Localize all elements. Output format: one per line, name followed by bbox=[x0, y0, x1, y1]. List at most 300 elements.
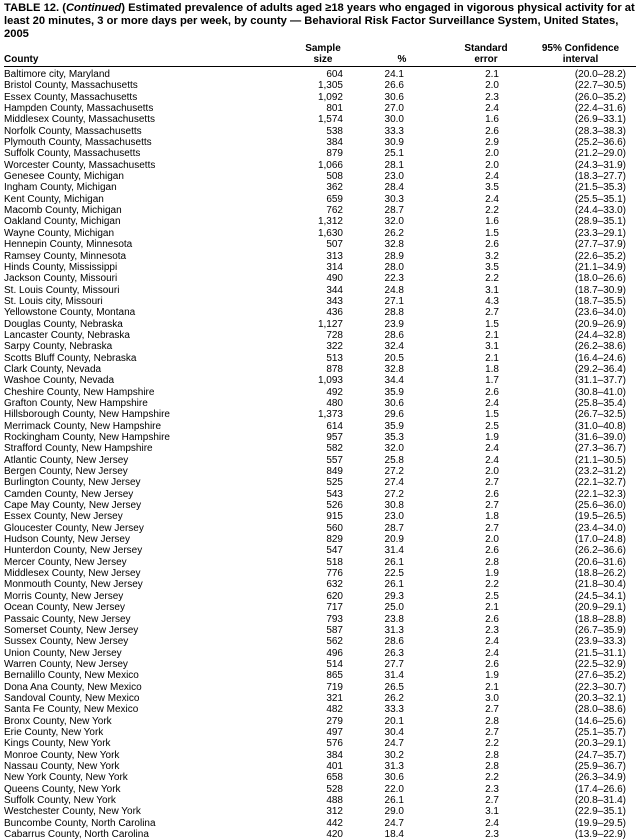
county-cell: Essex County, Massachusetts bbox=[4, 92, 289, 103]
confidence-interval-cell: (24.5–34.1) bbox=[525, 591, 636, 602]
confidence-interval-cell: (18.7–35.5) bbox=[525, 296, 636, 307]
standard-error-cell: 1.6 bbox=[447, 114, 525, 125]
table-row bbox=[4, 727, 636, 738]
sample-size-cell: 442 bbox=[289, 818, 357, 829]
percent-cell: 33.3 bbox=[357, 126, 447, 137]
county-cell: Oakland County, Michigan bbox=[4, 216, 289, 227]
confidence-interval-cell: (24.4–33.0) bbox=[525, 205, 636, 216]
percent-cell: 28.7 bbox=[357, 523, 447, 534]
standard-error-cell: 2.3 bbox=[447, 829, 525, 840]
header-ci-top: 95% Confidence bbox=[525, 43, 636, 54]
sample-size-cell: 279 bbox=[289, 716, 357, 727]
county-cell: Worcester County, Massachusetts bbox=[4, 160, 289, 171]
county-cell: St. Louis city, Missouri bbox=[4, 296, 289, 307]
percent-cell: 22.3 bbox=[357, 273, 447, 284]
table-row bbox=[4, 137, 636, 148]
confidence-interval-cell: (20.0–28.2) bbox=[525, 67, 636, 81]
confidence-interval-cell: (28.3–38.3) bbox=[525, 126, 636, 137]
percent-cell: 27.2 bbox=[357, 489, 447, 500]
county-cell: Rockingham County, New Hampshire bbox=[4, 432, 289, 443]
confidence-interval-cell: (22.3–30.7) bbox=[525, 682, 636, 693]
sample-size-cell: 480 bbox=[289, 398, 357, 409]
standard-error-cell: 3.2 bbox=[447, 251, 525, 262]
standard-error-cell: 1.9 bbox=[447, 568, 525, 579]
header-pct: % bbox=[357, 54, 447, 67]
sample-size-cell: 401 bbox=[289, 761, 357, 772]
table-row bbox=[4, 545, 636, 556]
title-continued: Continued bbox=[66, 2, 121, 14]
percent-cell: 23.9 bbox=[357, 319, 447, 330]
confidence-interval-cell: (16.4–24.6) bbox=[525, 353, 636, 364]
standard-error-cell: 2.1 bbox=[447, 67, 525, 81]
confidence-interval-cell: (21.1–30.5) bbox=[525, 455, 636, 466]
standard-error-cell: 1.6 bbox=[447, 216, 525, 227]
table-row bbox=[4, 319, 636, 330]
table-row bbox=[4, 511, 636, 522]
percent-cell: 32.0 bbox=[357, 216, 447, 227]
percent-cell: 26.1 bbox=[357, 795, 447, 806]
sample-size-cell: 344 bbox=[289, 285, 357, 296]
sample-size-cell: 490 bbox=[289, 273, 357, 284]
county-cell: Suffolk County, New York bbox=[4, 795, 289, 806]
standard-error-cell: 1.5 bbox=[447, 228, 525, 239]
confidence-interval-cell: (27.6–35.2) bbox=[525, 670, 636, 681]
sample-size-cell: 1,305 bbox=[289, 80, 357, 91]
county-cell: Grafton County, New Hampshire bbox=[4, 398, 289, 409]
sample-size-cell: 497 bbox=[289, 727, 357, 738]
standard-error-cell: 3.1 bbox=[447, 285, 525, 296]
percent-cell: 29.6 bbox=[357, 409, 447, 420]
standard-error-cell: 2.7 bbox=[447, 727, 525, 738]
sample-size-cell: 865 bbox=[289, 670, 357, 681]
sample-size-cell: 384 bbox=[289, 750, 357, 761]
confidence-interval-cell: (13.9–22.9) bbox=[525, 829, 636, 840]
sample-size-cell: 793 bbox=[289, 614, 357, 625]
county-cell: Macomb County, Michigan bbox=[4, 205, 289, 216]
county-cell: Santa Fe County, New Mexico bbox=[4, 704, 289, 715]
confidence-interval-cell: (22.4–31.6) bbox=[525, 103, 636, 114]
table-row bbox=[4, 806, 636, 817]
county-cell: Hinds County, Mississippi bbox=[4, 262, 289, 273]
county-cell: Middlesex County, New Jersey bbox=[4, 568, 289, 579]
county-cell: Ingham County, Michigan bbox=[4, 182, 289, 193]
sample-size-cell: 514 bbox=[289, 659, 357, 670]
percent-cell: 29.3 bbox=[357, 591, 447, 602]
confidence-interval-cell: (25.8–35.4) bbox=[525, 398, 636, 409]
confidence-interval-cell: (21.1–34.9) bbox=[525, 262, 636, 273]
county-cell: Washoe County, Nevada bbox=[4, 375, 289, 386]
table-row bbox=[4, 160, 636, 171]
percent-cell: 33.3 bbox=[357, 704, 447, 715]
confidence-interval-cell: (23.4–34.0) bbox=[525, 523, 636, 534]
percent-cell: 26.2 bbox=[357, 228, 447, 239]
confidence-interval-cell: (22.1–32.7) bbox=[525, 477, 636, 488]
county-cell: Bergen County, New Jersey bbox=[4, 466, 289, 477]
county-cell: Bronx County, New York bbox=[4, 716, 289, 727]
percent-cell: 35.9 bbox=[357, 421, 447, 432]
county-cell: Camden County, New Jersey bbox=[4, 489, 289, 500]
percent-cell: 26.3 bbox=[357, 648, 447, 659]
sample-size-cell: 508 bbox=[289, 171, 357, 182]
table-row bbox=[4, 716, 636, 727]
standard-error-cell: 1.9 bbox=[447, 432, 525, 443]
sample-size-cell: 1,093 bbox=[289, 375, 357, 386]
table-row bbox=[4, 795, 636, 806]
standard-error-cell: 2.1 bbox=[447, 602, 525, 613]
percent-cell: 28.8 bbox=[357, 307, 447, 318]
sample-size-cell: 526 bbox=[289, 500, 357, 511]
percent-cell: 23.8 bbox=[357, 614, 447, 625]
confidence-interval-cell: (20.9–29.1) bbox=[525, 602, 636, 613]
confidence-interval-cell: (22.5–32.9) bbox=[525, 659, 636, 670]
percent-cell: 30.4 bbox=[357, 727, 447, 738]
table-row bbox=[4, 523, 636, 534]
percent-cell: 25.0 bbox=[357, 602, 447, 613]
confidence-interval-cell: (19.9–29.5) bbox=[525, 818, 636, 829]
confidence-interval-cell: (20.3–29.1) bbox=[525, 738, 636, 749]
table-row bbox=[4, 398, 636, 409]
percent-cell: 25.1 bbox=[357, 148, 447, 159]
table-row bbox=[4, 534, 636, 545]
sample-size-cell: 496 bbox=[289, 648, 357, 659]
confidence-interval-cell: (18.0–26.6) bbox=[525, 273, 636, 284]
county-cell: Hudson County, New Jersey bbox=[4, 534, 289, 545]
confidence-interval-cell: (27.3–36.7) bbox=[525, 443, 636, 454]
header-county: County bbox=[4, 54, 289, 67]
confidence-interval-cell: (28.9–35.1) bbox=[525, 216, 636, 227]
standard-error-cell: 2.8 bbox=[447, 750, 525, 761]
percent-cell: 32.8 bbox=[357, 239, 447, 250]
percent-cell: 24.1 bbox=[357, 67, 447, 81]
confidence-interval-cell: (23.9–33.3) bbox=[525, 636, 636, 647]
title-rest: ) Estimated prevalence of adults aged ≥18 years who engaged in vigorous physical activity for at least 20 minutes, 3 or more days per week, by county — Behavioral Risk Factor Surveillance System, United States, 2005 bbox=[4, 2, 635, 40]
percent-cell: 29.0 bbox=[357, 806, 447, 817]
county-cell: Kent County, Michigan bbox=[4, 194, 289, 205]
standard-error-cell: 2.4 bbox=[447, 398, 525, 409]
county-cell: Sussex County, New Jersey bbox=[4, 636, 289, 647]
percent-cell: 24.8 bbox=[357, 285, 447, 296]
standard-error-cell: 3.5 bbox=[447, 182, 525, 193]
standard-error-cell: 2.6 bbox=[447, 489, 525, 500]
confidence-interval-cell: (18.3–27.7) bbox=[525, 171, 636, 182]
standard-error-cell: 1.9 bbox=[447, 670, 525, 681]
sample-size-cell: 587 bbox=[289, 625, 357, 636]
table-row bbox=[4, 285, 636, 296]
county-cell: New York County, New York bbox=[4, 772, 289, 783]
county-cell: Monmouth County, New Jersey bbox=[4, 579, 289, 590]
county-cell: Douglas County, Nebraska bbox=[4, 319, 289, 330]
standard-error-cell: 2.6 bbox=[447, 614, 525, 625]
confidence-interval-cell: (31.1–37.7) bbox=[525, 375, 636, 386]
confidence-interval-cell: (27.7–37.9) bbox=[525, 239, 636, 250]
confidence-interval-cell: (24.3–31.9) bbox=[525, 160, 636, 171]
county-cell: Westchester County, New York bbox=[4, 806, 289, 817]
table-row bbox=[4, 693, 636, 704]
county-cell: Passaic County, New Jersey bbox=[4, 614, 289, 625]
county-cell: Wayne County, Michigan bbox=[4, 228, 289, 239]
header-sample-top: Sample bbox=[289, 43, 357, 54]
percent-cell: 28.4 bbox=[357, 182, 447, 193]
sample-size-cell: 362 bbox=[289, 182, 357, 193]
standard-error-cell: 2.4 bbox=[447, 171, 525, 182]
confidence-interval-cell: (20.9–26.9) bbox=[525, 319, 636, 330]
standard-error-cell: 4.3 bbox=[447, 296, 525, 307]
sample-size-cell: 513 bbox=[289, 353, 357, 364]
sample-size-cell: 482 bbox=[289, 704, 357, 715]
table-row bbox=[4, 829, 636, 840]
table-row bbox=[4, 330, 636, 341]
standard-error-cell: 2.7 bbox=[447, 307, 525, 318]
table-header bbox=[4, 43, 636, 67]
percent-cell: 25.8 bbox=[357, 455, 447, 466]
percent-cell: 26.1 bbox=[357, 557, 447, 568]
standard-error-cell: 3.1 bbox=[447, 806, 525, 817]
percent-cell: 18.4 bbox=[357, 829, 447, 840]
percent-cell: 28.0 bbox=[357, 262, 447, 273]
sample-size-cell: 614 bbox=[289, 421, 357, 432]
standard-error-cell: 2.1 bbox=[447, 353, 525, 364]
percent-cell: 30.0 bbox=[357, 114, 447, 125]
percent-cell: 23.0 bbox=[357, 511, 447, 522]
county-cell: Middlesex County, Massachusetts bbox=[4, 114, 289, 125]
standard-error-cell: 2.6 bbox=[447, 387, 525, 398]
standard-error-cell: 2.6 bbox=[447, 239, 525, 250]
table-row bbox=[4, 364, 636, 375]
table-row bbox=[4, 409, 636, 420]
county-cell: Buncombe County, North Carolina bbox=[4, 818, 289, 829]
standard-error-cell: 3.1 bbox=[447, 341, 525, 352]
percent-cell: 30.6 bbox=[357, 398, 447, 409]
standard-error-cell: 2.3 bbox=[447, 784, 525, 795]
percent-cell: 35.9 bbox=[357, 387, 447, 398]
header-se-top: Standard bbox=[447, 43, 525, 54]
confidence-interval-cell: (24.4–32.8) bbox=[525, 330, 636, 341]
county-cell: Hennepin County, Minnesota bbox=[4, 239, 289, 250]
confidence-interval-cell: (26.2–38.6) bbox=[525, 341, 636, 352]
percent-cell: 20.9 bbox=[357, 534, 447, 545]
county-cell: Genesee County, Michigan bbox=[4, 171, 289, 182]
confidence-interval-cell: (25.6–36.0) bbox=[525, 500, 636, 511]
percent-cell: 28.7 bbox=[357, 205, 447, 216]
county-cell: Union County, New Jersey bbox=[4, 648, 289, 659]
table-row bbox=[4, 114, 636, 125]
confidence-interval-cell: (21.5–35.3) bbox=[525, 182, 636, 193]
table-row bbox=[4, 126, 636, 137]
table-row bbox=[4, 239, 636, 250]
sample-size-cell: 659 bbox=[289, 194, 357, 205]
header-county-spacer bbox=[4, 43, 289, 54]
sample-size-cell: 620 bbox=[289, 591, 357, 602]
table-row bbox=[4, 772, 636, 783]
confidence-interval-cell: (22.9–35.1) bbox=[525, 806, 636, 817]
table-row bbox=[4, 500, 636, 511]
sample-size-cell: 528 bbox=[289, 784, 357, 795]
table-row bbox=[4, 92, 636, 103]
standard-error-cell: 2.0 bbox=[447, 148, 525, 159]
percent-cell: 35.3 bbox=[357, 432, 447, 443]
percent-cell: 31.3 bbox=[357, 625, 447, 636]
table-row bbox=[4, 251, 636, 262]
county-cell: St. Louis County, Missouri bbox=[4, 285, 289, 296]
header-pct-spacer bbox=[357, 43, 447, 54]
confidence-interval-cell: (31.6–39.0) bbox=[525, 432, 636, 443]
county-cell: Strafford County, New Hampshire bbox=[4, 443, 289, 454]
county-cell: Suffolk County, Massachusetts bbox=[4, 148, 289, 159]
sample-size-cell: 776 bbox=[289, 568, 357, 579]
sample-size-cell: 582 bbox=[289, 443, 357, 454]
table-row bbox=[4, 670, 636, 681]
sample-size-cell: 849 bbox=[289, 466, 357, 477]
confidence-interval-cell: (23.3–29.1) bbox=[525, 228, 636, 239]
sample-size-cell: 312 bbox=[289, 806, 357, 817]
standard-error-cell: 3.0 bbox=[447, 693, 525, 704]
confidence-interval-cell: (25.1–35.7) bbox=[525, 727, 636, 738]
sample-size-cell: 525 bbox=[289, 477, 357, 488]
confidence-interval-cell: (26.2–36.6) bbox=[525, 545, 636, 556]
standard-error-cell: 2.7 bbox=[447, 704, 525, 715]
county-cell: Hillsborough County, New Hampshire bbox=[4, 409, 289, 420]
percent-cell: 30.6 bbox=[357, 772, 447, 783]
standard-error-cell: 2.6 bbox=[447, 659, 525, 670]
table-row bbox=[4, 432, 636, 443]
standard-error-cell: 2.2 bbox=[447, 205, 525, 216]
percent-cell: 32.4 bbox=[357, 341, 447, 352]
county-cell: Scotts Bluff County, Nebraska bbox=[4, 353, 289, 364]
percent-cell: 27.2 bbox=[357, 466, 447, 477]
standard-error-cell: 2.2 bbox=[447, 738, 525, 749]
standard-error-cell: 2.4 bbox=[447, 443, 525, 454]
confidence-interval-cell: (17.4–26.6) bbox=[525, 784, 636, 795]
confidence-interval-cell: (26.9–33.1) bbox=[525, 114, 636, 125]
percent-cell: 32.8 bbox=[357, 364, 447, 375]
sample-size-cell: 762 bbox=[289, 205, 357, 216]
standard-error-cell: 2.0 bbox=[447, 80, 525, 91]
sample-size-cell: 543 bbox=[289, 489, 357, 500]
percent-cell: 24.7 bbox=[357, 738, 447, 749]
standard-error-cell: 2.0 bbox=[447, 466, 525, 477]
confidence-interval-cell: (23.6–34.0) bbox=[525, 307, 636, 318]
standard-error-cell: 2.8 bbox=[447, 761, 525, 772]
confidence-interval-cell: (22.1–32.3) bbox=[525, 489, 636, 500]
standard-error-cell: 2.7 bbox=[447, 500, 525, 511]
table-row bbox=[4, 228, 636, 239]
percent-cell: 30.6 bbox=[357, 92, 447, 103]
table-row bbox=[4, 614, 636, 625]
sample-size-cell: 879 bbox=[289, 148, 357, 159]
county-cell: Hunterdon County, New Jersey bbox=[4, 545, 289, 556]
county-cell: Morris County, New Jersey bbox=[4, 591, 289, 602]
sample-size-cell: 576 bbox=[289, 738, 357, 749]
table-row bbox=[4, 579, 636, 590]
table-row bbox=[4, 67, 636, 81]
standard-error-cell: 2.7 bbox=[447, 523, 525, 534]
standard-error-cell: 1.8 bbox=[447, 511, 525, 522]
county-cell: Jackson County, Missouri bbox=[4, 273, 289, 284]
confidence-interval-cell: (25.9–36.7) bbox=[525, 761, 636, 772]
percent-cell: 31.4 bbox=[357, 545, 447, 556]
sample-size-cell: 492 bbox=[289, 387, 357, 398]
table-row bbox=[4, 477, 636, 488]
header-se-bottom: error bbox=[447, 54, 525, 67]
table-row bbox=[4, 353, 636, 364]
standard-error-cell: 2.7 bbox=[447, 477, 525, 488]
county-cell: Nassau County, New York bbox=[4, 761, 289, 772]
confidence-interval-cell: (21.5–31.1) bbox=[525, 648, 636, 659]
sample-size-cell: 658 bbox=[289, 772, 357, 783]
percent-cell: 30.8 bbox=[357, 500, 447, 511]
table-row bbox=[4, 704, 636, 715]
county-cell: Bristol County, Massachusetts bbox=[4, 80, 289, 91]
confidence-interval-cell: (23.2–31.2) bbox=[525, 466, 636, 477]
percent-cell: 22.0 bbox=[357, 784, 447, 795]
table-row bbox=[4, 738, 636, 749]
percent-cell: 26.5 bbox=[357, 682, 447, 693]
standard-error-cell: 2.2 bbox=[447, 772, 525, 783]
percent-cell: 27.7 bbox=[357, 659, 447, 670]
county-cell: Mercer County, New Jersey bbox=[4, 557, 289, 568]
standard-error-cell: 2.8 bbox=[447, 557, 525, 568]
sample-size-cell: 518 bbox=[289, 557, 357, 568]
sample-size-cell: 538 bbox=[289, 126, 357, 137]
table-row bbox=[4, 375, 636, 386]
table-row bbox=[4, 273, 636, 284]
standard-error-cell: 2.1 bbox=[447, 330, 525, 341]
percent-cell: 23.0 bbox=[357, 171, 447, 182]
percent-cell: 22.5 bbox=[357, 568, 447, 579]
sample-size-cell: 1,312 bbox=[289, 216, 357, 227]
county-cell: Kings County, New York bbox=[4, 738, 289, 749]
standard-error-cell: 1.7 bbox=[447, 375, 525, 386]
table-row bbox=[4, 307, 636, 318]
county-cell: Cabarrus County, North Carolina bbox=[4, 829, 289, 840]
sample-size-cell: 1,127 bbox=[289, 319, 357, 330]
percent-cell: 28.1 bbox=[357, 160, 447, 171]
county-cell: Ocean County, New Jersey bbox=[4, 602, 289, 613]
percent-cell: 30.9 bbox=[357, 137, 447, 148]
county-cell: Queens County, New York bbox=[4, 784, 289, 795]
county-cell: Gloucester County, New Jersey bbox=[4, 523, 289, 534]
percent-cell: 20.1 bbox=[357, 716, 447, 727]
table-row bbox=[4, 682, 636, 693]
standard-error-cell: 2.6 bbox=[447, 545, 525, 556]
percent-cell: 28.6 bbox=[357, 330, 447, 341]
county-cell: Merrimack County, New Hampshire bbox=[4, 421, 289, 432]
sample-size-cell: 632 bbox=[289, 579, 357, 590]
confidence-interval-cell: (20.6–31.6) bbox=[525, 557, 636, 568]
confidence-interval-cell: (29.2–36.4) bbox=[525, 364, 636, 375]
table-row bbox=[4, 171, 636, 182]
percent-cell: 26.2 bbox=[357, 693, 447, 704]
county-cell: Lancaster County, Nebraska bbox=[4, 330, 289, 341]
confidence-interval-cell: (25.5–35.1) bbox=[525, 194, 636, 205]
table-row bbox=[4, 625, 636, 636]
sample-size-cell: 420 bbox=[289, 829, 357, 840]
percent-cell: 27.1 bbox=[357, 296, 447, 307]
standard-error-cell: 2.3 bbox=[447, 625, 525, 636]
sample-size-cell: 488 bbox=[289, 795, 357, 806]
standard-error-cell: 2.7 bbox=[447, 795, 525, 806]
table-row bbox=[4, 455, 636, 466]
confidence-interval-cell: (18.8–26.2) bbox=[525, 568, 636, 579]
sample-size-cell: 314 bbox=[289, 262, 357, 273]
confidence-interval-cell: (22.7–30.5) bbox=[525, 80, 636, 91]
confidence-interval-cell: (21.2–29.0) bbox=[525, 148, 636, 159]
sample-size-cell: 343 bbox=[289, 296, 357, 307]
county-cell: Cape May County, New Jersey bbox=[4, 500, 289, 511]
county-cell: Dona Ana County, New Mexico bbox=[4, 682, 289, 693]
header-ci-bottom: interval bbox=[525, 54, 636, 67]
confidence-interval-cell: (21.8–30.4) bbox=[525, 579, 636, 590]
